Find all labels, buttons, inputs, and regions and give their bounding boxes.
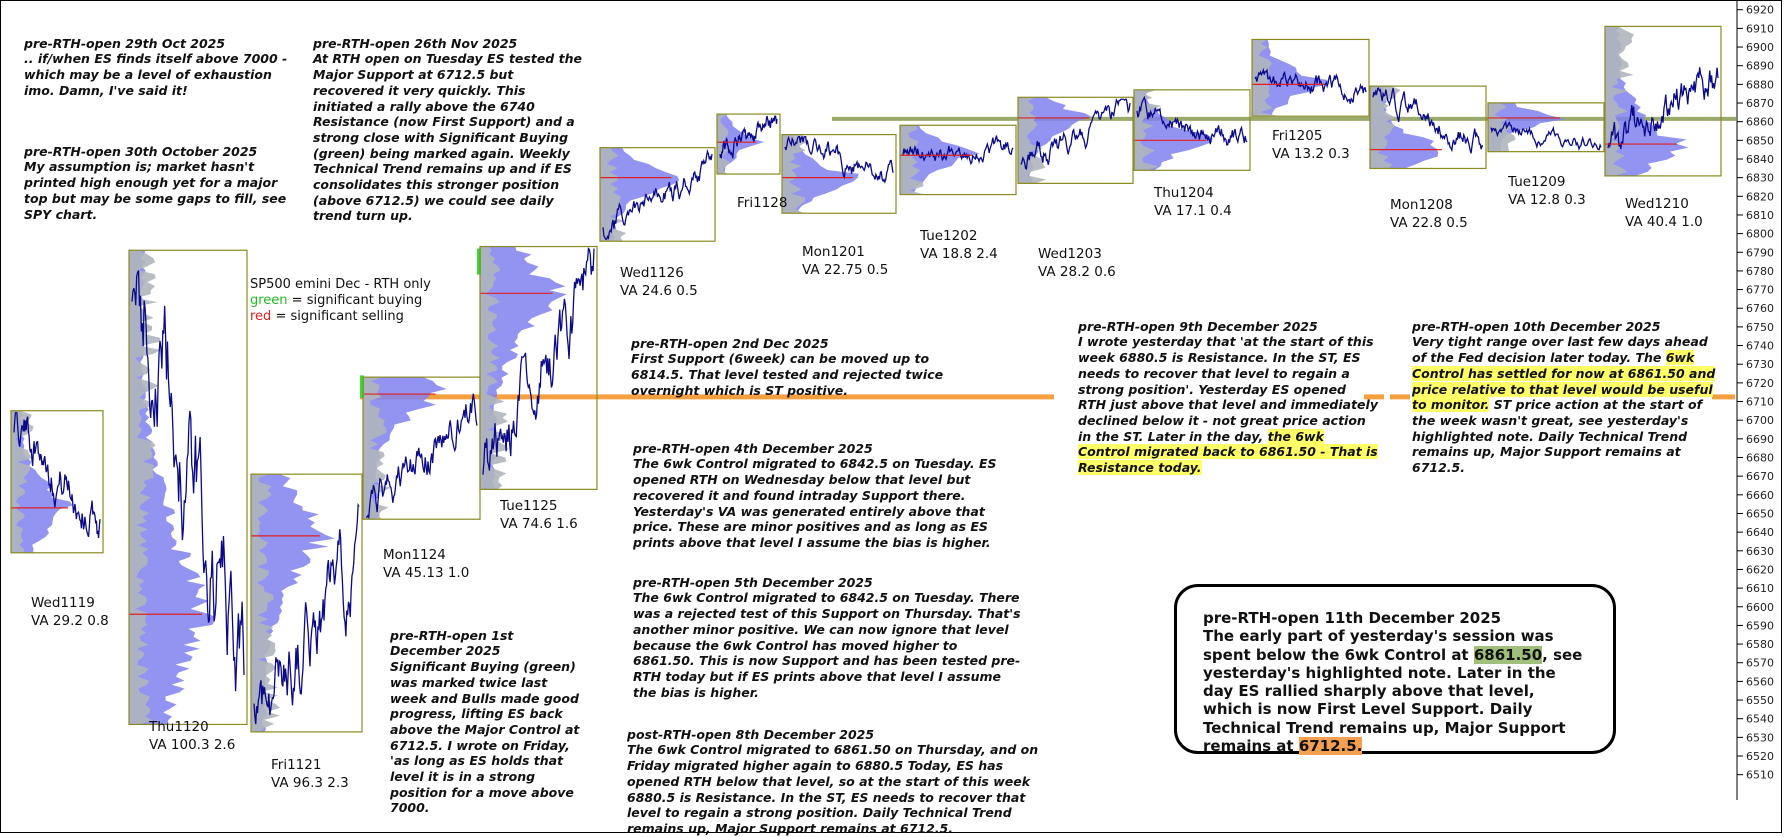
- legend-green-text: = significant buying: [287, 293, 423, 308]
- y-tick-label: 6880: [1746, 78, 1774, 92]
- y-tick-label: 6800: [1746, 227, 1774, 241]
- note-title: pre-RTH-open 30th October 2025: [24, 143, 258, 159]
- session-date: Wed1203: [1038, 246, 1102, 262]
- y-tick-label: 6570: [1746, 656, 1774, 670]
- legend-green-word: green: [250, 293, 288, 308]
- y-tick-label: 6580: [1746, 638, 1774, 652]
- session-label: [620, 264, 698, 300]
- y-tick-label: 6550: [1746, 694, 1774, 708]
- session-date: Fri1121: [271, 757, 322, 773]
- y-tick-label: 6700: [1746, 414, 1774, 428]
- y-tick-label: 6720: [1746, 376, 1774, 390]
- y-tick-label: 6890: [1746, 59, 1774, 73]
- note-body: Very tight range over last few days ahead of the Fed decision later today. The: [1412, 334, 1708, 366]
- note-text: The early part of yesterday's session was spent below the 6wk Control at: [1203, 627, 1554, 664]
- session-date: Tue1125: [500, 498, 558, 514]
- session-label: [1154, 184, 1232, 220]
- y-tick-label: 6730: [1746, 358, 1774, 372]
- y-tick-label: 6590: [1746, 619, 1774, 633]
- y-tick-label: 6610: [1746, 582, 1774, 596]
- note-title: post-RTH-open 8th December 2025: [627, 726, 875, 742]
- note-dec5: [633, 559, 1023, 700]
- note-dec8: [627, 711, 1045, 837]
- y-tick-label: 6860: [1746, 115, 1774, 129]
- session-date: Tue1202: [920, 228, 978, 244]
- note-title: pre-RTH-open 9th December 2025: [1078, 318, 1318, 334]
- session-date: Fri1205: [1272, 128, 1323, 144]
- session-date: Mon1208: [1390, 197, 1453, 213]
- y-tick-label: 6770: [1746, 283, 1774, 297]
- y-tick-label: 6910: [1746, 22, 1774, 36]
- session-label: [802, 243, 888, 279]
- session-label: [1038, 245, 1116, 281]
- note-dec10: [1412, 303, 1722, 476]
- y-tick-label: 6780: [1746, 264, 1774, 278]
- y-tick-label: 6600: [1746, 600, 1774, 614]
- note-oct30: [24, 128, 294, 222]
- session-label: [737, 194, 787, 212]
- note-dec11: [1174, 584, 1616, 754]
- y-tick-label: 6850: [1746, 134, 1774, 148]
- y-tick-label: 6540: [1746, 712, 1774, 726]
- session-va: VA 100.3 2.6: [149, 737, 236, 753]
- y-tick-label: 6790: [1746, 246, 1774, 260]
- note-title: pre-RTH-open 2nd Dec 2025: [631, 335, 829, 351]
- session-label: [271, 756, 349, 792]
- y-tick-label: 6810: [1746, 208, 1774, 222]
- note-dec2: [631, 320, 977, 399]
- note-title: pre-RTH-open 29th Oct 2025: [24, 35, 226, 51]
- note-title: pre-RTH-open 1st December 2025: [390, 627, 514, 659]
- y-tick-label: 6840: [1746, 152, 1774, 166]
- y-tick-label: 6900: [1746, 41, 1774, 55]
- note-tail: ST price action at the start of the week wasn't great, see yesterday's highlighted note. Daily Technical Trend remains up, Major Support remains at 6712.5.: [1412, 397, 1703, 476]
- control-level-badge: 6861.50: [1473, 645, 1543, 664]
- y-tick-label: 6750: [1746, 320, 1774, 334]
- note-body: [1203, 627, 1589, 755]
- session-va: VA 18.8 2.4: [920, 246, 998, 262]
- session-va: VA 22.8 0.5: [1390, 215, 1468, 231]
- note-body: At RTH open on Tuesday ES tested the Major Support at 6712.5 but recovered it very quickly. This initiated a rally above the 6740 Resistance (now First Support) and a strong close with Significant Buying (green) being marked again. Weekly Technical Trend remains up and if ES consolidates this stronger position (above 6712.5) we could see daily trend turn up.: [313, 51, 582, 224]
- session-va: VA 96.3 2.3: [271, 775, 349, 791]
- note-title: pre-RTH-open 5th December 2025: [633, 574, 873, 590]
- note-title: pre-RTH-open 11th December 2025: [1203, 609, 1502, 627]
- session-va: VA 40.4 1.0: [1625, 214, 1703, 230]
- session-va: VA 29.2 0.8: [31, 613, 109, 629]
- session-va: VA 13.2 0.3: [1272, 146, 1350, 162]
- y-tick-label: 6870: [1746, 97, 1774, 111]
- note-body: Significant Buying (green) was marked twice last week and Bulls made good progress, lifting ES back above the Major Control at 6712.5. I wrote on Friday, 'as long as ES holds that level it is in a strong position for a move above 7000.: [390, 659, 580, 816]
- note-title: pre-RTH-open 4th December 2025: [633, 440, 873, 456]
- note-body: I wrote yesterday that 'at the start of this week 6880.5 is Resistance. In the ST, ES needs to recover that level to regain a strong position'. Yesterday ES opened RTH just above that level and immediately declined below it - not great price action in the ST. Later in the day,: [1078, 334, 1378, 444]
- note-title: pre-RTH-open 10th December 2025: [1412, 318, 1661, 334]
- y-tick-label: 6680: [1746, 451, 1774, 465]
- session-label: [149, 718, 235, 754]
- session-label: [31, 594, 109, 630]
- session-date: Wed1119: [31, 595, 95, 611]
- session-label: [1625, 195, 1703, 231]
- session-label: [500, 497, 578, 533]
- note-oct29: [24, 20, 294, 99]
- session-label: [1390, 196, 1468, 232]
- note-dec1: [390, 612, 588, 816]
- note-highlight: the 6wk Control migrated back to 6861.50 - That is Resistance today.: [1078, 428, 1378, 476]
- y-tick-label: 6640: [1746, 526, 1774, 540]
- session-date: Thu1204: [1154, 185, 1214, 201]
- y-tick-label: 6510: [1746, 768, 1774, 782]
- y-tick-label: 6740: [1746, 339, 1774, 353]
- y-tick-label: 6530: [1746, 731, 1774, 745]
- y-tick-label: 6620: [1746, 563, 1774, 577]
- session-label: [1508, 173, 1586, 209]
- session-label: [383, 546, 469, 582]
- y-tick-label: 6520: [1746, 750, 1774, 764]
- note-highlight: 6wk Control has settled for now at 6861.50 and price relative to that level would be useful to monitor.: [1412, 350, 1716, 413]
- session-va: VA 12.8 0.3: [1508, 192, 1586, 208]
- legend-selling: [250, 309, 431, 325]
- note-title: pre-RTH-open 26th Nov 2025: [313, 35, 518, 51]
- y-tick-label: 6660: [1746, 488, 1774, 502]
- legend-buying: [250, 293, 431, 309]
- note-dec9: [1078, 303, 1378, 476]
- y-tick-label: 6690: [1746, 432, 1774, 446]
- note-body: The 6wk Control migrated to 6861.50 on Thursday, and on Friday migrated higher again to 6880.5 Today, ES has opened RTH below that level, so at the start of this week 6880.5 is Resistance. In the ST, ES needs to recover that level to regain a strong position. Daily Technical Trend remains up, Major Support remains at 6712.5.: [627, 742, 1039, 836]
- support-level-badge: 6712.5.: [1298, 737, 1363, 756]
- session-date: Thu1120: [149, 719, 209, 735]
- note-body: The 6wk Control migrated to 6842.5 on Tuesday. There was a rejected test of this Support on Thursday. That's another minor positive. We can now ignore that level because the 6wk Control has moved higher to 6861.50. This is now Support and has been tested pre-RTH today but if ES prints above that level I assume the bias is higher.: [633, 590, 1021, 700]
- y-tick-label: 6710: [1746, 395, 1774, 409]
- note-body: My assumption is; market hasn't printed high enough yet for a major top but may be some gaps to fill, see SPY chart.: [24, 159, 287, 222]
- legend-red-word: red: [250, 309, 272, 324]
- note-text: , see yesterday's highlighted note. Later in the day ES rallied sharply above that level, which is now First Level Support. Daily Technical Trend remains up, Major Support remains at: [1203, 645, 1583, 756]
- session-date: Fri1128: [737, 195, 788, 211]
- y-tick-label: 6760: [1746, 302, 1774, 316]
- note-body: The 6wk Control migrated to 6842.5 on Tuesday. ES opened RTH on Wednesday below that level but recovered it and found intraday Support there. Yesterday's VA was generated entirely above that price. These are minor positives and as long as ES prints above that level I assume the bias is higher.: [633, 456, 997, 550]
- y-tick-label: 6630: [1746, 544, 1774, 558]
- session-date: Mon1124: [383, 547, 446, 563]
- session-date: Wed1210: [1625, 196, 1689, 212]
- y-tick-label: 6830: [1746, 171, 1774, 185]
- session-va: VA 24.6 0.5: [620, 283, 698, 299]
- y-tick-label: 6920: [1746, 3, 1774, 17]
- session-va: VA 22.75 0.5: [802, 262, 889, 278]
- session-va: VA 74.6 1.6: [500, 516, 578, 532]
- session-va: VA 28.2 0.6: [1038, 264, 1116, 280]
- note-dec4: [633, 425, 1013, 551]
- session-date: Wed1126: [620, 265, 684, 281]
- session-label: [1272, 127, 1350, 163]
- y-tick-label: 6560: [1746, 675, 1774, 689]
- chart-legend: [250, 277, 431, 325]
- session-date: Mon1201: [802, 244, 865, 260]
- session-va: VA 17.1 0.4: [1154, 203, 1232, 219]
- note-nov26: [313, 20, 583, 224]
- y-tick-label: 6820: [1746, 190, 1774, 204]
- note-body: First Support (6week) can be moved up to 6814.5. That level tested and rejected twice overnight which is ST positive.: [631, 351, 944, 398]
- note-body: .. if/when ES finds itself above 7000 - which may be a level of exhaustion imo. Damn, I've said it!: [24, 51, 288, 98]
- instrument-label: SP500 emini Dec - RTH only: [250, 277, 431, 292]
- y-tick-label: 6650: [1746, 507, 1774, 521]
- y-tick-label: 6670: [1746, 470, 1774, 484]
- session-va: VA 45.13 1.0: [383, 565, 470, 581]
- session-date: Tue1209: [1508, 174, 1566, 190]
- session-label: [920, 227, 998, 263]
- legend-red-text: = significant selling: [271, 309, 404, 324]
